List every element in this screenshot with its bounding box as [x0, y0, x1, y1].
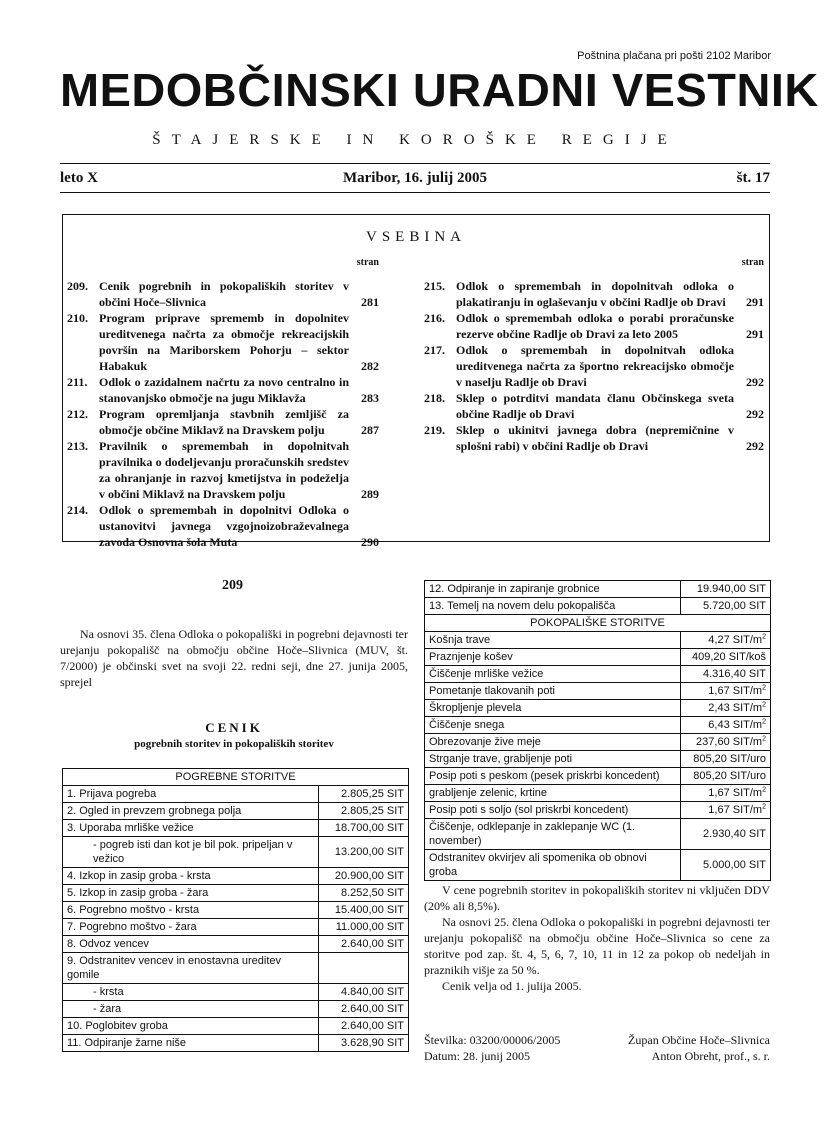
toc-item-page: 287 — [361, 423, 379, 437]
table-row — [425, 598, 771, 615]
service-price — [681, 734, 771, 751]
cenik-subtitle: pogrebnih storitev in pokopaliških storitev — [134, 738, 334, 750]
service-price-value: 805,20 SIT/uro — [693, 753, 766, 765]
postage-note: Poštnina plačana pri pošti 2102 Maribor — [577, 50, 771, 62]
service-label: Posip poti s soljo (sol priskrbi koncedent) — [425, 802, 681, 819]
service-price — [319, 919, 409, 936]
table-row — [63, 1018, 409, 1035]
closing-surcharge-note: Na osnovi 25. člena Odloka o pokopališki in pogrebni dejavnosti ter urejanju pokopališč na območju občine Hoče–Slivnica so cene za storitve pod zap. št. 4, 5, 6, 7, 10, 11 in 12 za pokop ob nedeljah in praznikih višje za 50 %. — [424, 915, 770, 977]
service-price-value: 4,27 SIT/m — [708, 634, 763, 646]
toc-item-text: Sklep o potrditvi mandata članu Občinskega sveta občine Radlje ob Dravi — [456, 391, 734, 421]
issue-number: št. 17 — [736, 170, 770, 186]
closing-validity: Cenik velja od 1. julija 2005. — [442, 979, 582, 993]
service-label: Posip poti s peskom (pesek priskrbi koncedent) — [425, 768, 681, 785]
service-price-value: 1,67 SIT/m — [708, 787, 763, 799]
table-row — [425, 768, 771, 785]
service-label: 10. Poglobitev groba — [63, 1018, 319, 1035]
toc-item-number: 216. — [424, 311, 445, 325]
toc-column-right — [424, 257, 764, 454]
issue-year: leto X — [60, 170, 98, 186]
service-price — [319, 936, 409, 953]
table-row — [63, 885, 409, 902]
toc-item — [67, 406, 379, 438]
table-row — [63, 837, 409, 868]
service-label: 12. Odpiranje in zapiranje grobnice — [425, 581, 681, 598]
toc-item-number: 219. — [424, 423, 445, 437]
service-price-value: 4.840,00 SIT — [341, 986, 404, 998]
service-price — [681, 581, 771, 598]
service-label: 3. Uporaba mrliške vežice — [63, 820, 319, 837]
service-label: Obrezovanje žive meje — [425, 734, 681, 751]
service-price-value: 2,43 SIT/m — [708, 702, 763, 714]
service-price-value: 2.640,00 SIT — [341, 938, 404, 950]
toc-item-number: 210. — [67, 311, 88, 325]
table-row — [63, 953, 409, 984]
service-price — [681, 598, 771, 615]
service-price — [681, 666, 771, 683]
unit-superscript: 2 — [762, 718, 766, 726]
service-price — [681, 819, 771, 850]
service-price-value: 2.640,00 SIT — [341, 1003, 404, 1015]
issue-date: Maribor, 16. julij 2005 — [342, 170, 488, 186]
toc-item — [67, 502, 379, 550]
table-row — [425, 683, 771, 700]
signer-title: Župan Občine Hoče–Slivnica — [628, 1033, 770, 1047]
toc-item-number: 214. — [67, 503, 88, 517]
service-price-value: 20.900,00 SIT — [334, 870, 404, 882]
toc-item-page: 292 — [746, 439, 764, 453]
table-row — [425, 581, 771, 598]
service-price — [319, 885, 409, 902]
toc-item — [67, 374, 379, 406]
service-price — [319, 1001, 409, 1018]
service-price — [319, 820, 409, 837]
cemetery-services-table — [424, 580, 771, 881]
toc-item-text: Sklep o ukinitvi javnega dobra (nepremičnine v splošni rabi) v občini Radlje ob Dravi — [456, 423, 734, 453]
service-label: Odstranitev okvirjev ali spomenika ob obnovi groba — [425, 850, 681, 881]
unit-superscript: 2 — [762, 684, 766, 692]
toc-item-page: 281 — [361, 295, 379, 309]
toc-item-text: Odlok o spremembah in dopolnitvah odloka ureditvenega načrta za športno rekreacijsko območje v naselju Radlje ob Dravi — [456, 343, 734, 389]
table-row — [63, 1001, 409, 1018]
toc-item-text: Odlok o spremembah in dopolnitvi Odloka o ustanovitvi javnega vzgojnoizobraževalnega zavoda Osnovna šola Muta — [99, 503, 349, 549]
service-label: Čiščenje mrliške vežice — [425, 666, 681, 683]
service-price — [319, 902, 409, 919]
service-label: 5. Izkop in zasip groba - žara — [63, 885, 319, 902]
toc-item-text: Odlok o spremembah odloka o porabi proračunske rezerve občine Radlje ob Dravi za leto 2005 — [456, 311, 734, 341]
unit-superscript: 2 — [762, 803, 766, 811]
service-label: 2. Ogled in prevzem grobnega polja — [63, 803, 319, 820]
table-row — [425, 700, 771, 717]
toc-item-text: Odlok o zazidalnem načrtu za novo centralno in stanovanjsko območje na jugu Miklavža — [99, 375, 349, 405]
toc-item-page: 292 — [746, 407, 764, 421]
table-of-contents — [62, 214, 770, 549]
service-label: 9. Odstranitev vencev in enostavna ureditev gomile — [63, 953, 319, 984]
service-label: Čiščenje snega — [425, 717, 681, 734]
signer-name: Anton Obreht, prof., s. r. — [651, 1049, 770, 1063]
service-price — [681, 632, 771, 649]
table-row — [63, 984, 409, 1001]
table-row — [425, 649, 771, 666]
service-label: Škropljenje plevela — [425, 700, 681, 717]
toc-item — [67, 278, 379, 310]
table-row — [425, 785, 771, 802]
toc-item-number: 215. — [424, 279, 445, 293]
toc-item-page: 283 — [361, 391, 379, 405]
unit-superscript: 2 — [762, 701, 766, 709]
masthead-subtitle: ŠTAJERSKE IN KOROŠKE REGIJE — [152, 132, 678, 148]
table-row — [425, 734, 771, 751]
table-row — [63, 1035, 409, 1052]
toc-item-text: Program opremljanja stavbnih zemljišč za območje občine Miklavž na Dravskem polju — [99, 407, 349, 437]
toc-item — [67, 310, 379, 374]
service-price-value: 18.700,00 SIT — [334, 822, 404, 834]
service-price-value: 13.200,00 SIT — [334, 846, 404, 858]
service-price — [681, 802, 771, 819]
toc-item — [424, 342, 764, 390]
service-price-value: 11.000,00 SIT — [335, 921, 404, 933]
table-row — [63, 919, 409, 936]
signature-block — [560, 1032, 770, 1064]
table-row — [425, 666, 771, 683]
toc-item — [424, 310, 764, 342]
unit-superscript: 2 — [762, 786, 766, 794]
table-header: POKOPALIŠKE STORITVE — [425, 615, 771, 632]
toc-page-label: stran — [356, 257, 379, 268]
toc-item-text: Odlok o spremembah in dopolnitvah odloka o plakatiranju in oglaševanju v občini Radlje ob Dravi — [456, 279, 734, 309]
toc-item-number: 209. — [67, 279, 88, 293]
toc-item-number: 213. — [67, 439, 88, 453]
service-price-value: 1,67 SIT/m — [708, 804, 763, 816]
service-label: Košnja trave — [425, 632, 681, 649]
reference-number: Številka: 03200/00006/2005 — [424, 1033, 561, 1047]
toc-item-page: 290 — [361, 535, 379, 549]
unit-superscript: 2 — [762, 735, 766, 743]
toc-item — [424, 422, 764, 454]
service-price-value: 19.940,00 SIT — [696, 583, 766, 595]
article-intro: Na osnovi 35. člena Odloka o pokopališki in pogrebni dejavnosti ter urejanju pokopališč na območju občine Hoče–Slivnica (MUV, št. 7/2000) je občinski svet na svoji 22. redni seji, dne 27. junija 2005, sprejel — [60, 627, 408, 689]
table-row — [63, 820, 409, 837]
table-header: POGREBNE STORITVE — [63, 769, 409, 786]
toc-item-number: 218. — [424, 391, 445, 405]
service-label: - pogreb isti dan kot je bil pok. pripeljan v vežico — [63, 837, 319, 868]
toc-item-page: 289 — [361, 487, 379, 501]
service-price — [319, 1018, 409, 1035]
toc-item-page: 291 — [746, 327, 764, 341]
service-price-value: 3.628,90 SIT — [341, 1037, 404, 1049]
service-label: 11. Odpiranje žarne niše — [63, 1035, 319, 1052]
service-price — [319, 786, 409, 803]
reference-block — [424, 1032, 560, 1064]
service-price — [319, 984, 409, 1001]
table-row — [425, 850, 771, 881]
service-price-value: 409,20 SIT/koš — [692, 651, 766, 663]
header-rule-bottom — [60, 192, 770, 193]
service-price-value: 2.805,25 SIT — [341, 788, 404, 800]
table-row — [63, 803, 409, 820]
toc-item-page: 291 — [746, 295, 764, 309]
service-price — [319, 953, 409, 984]
service-price — [681, 683, 771, 700]
service-label: 1. Prijava pogreba — [63, 786, 319, 803]
table-row — [425, 751, 771, 768]
table-row — [425, 717, 771, 734]
service-price — [319, 868, 409, 885]
cenik-title: CENIK — [205, 720, 263, 735]
service-price-value: 8.252,50 SIT — [341, 887, 404, 899]
service-price-value: 805,20 SIT/uro — [693, 770, 766, 782]
service-price-value: 5.000,00 SIT — [703, 859, 766, 871]
service-price-value: 2.930,40 SIT — [703, 828, 766, 840]
toc-item-number: 211. — [67, 375, 88, 389]
toc-item — [424, 278, 764, 310]
service-label: 13. Temelj na novem delu pokopališča — [425, 598, 681, 615]
table-row — [63, 868, 409, 885]
service-price-value: 5.720,00 SIT — [703, 600, 766, 612]
toc-title: VSEBINA — [365, 229, 466, 245]
service-label: - žara — [63, 1001, 319, 1018]
service-label: 6. Pogrebno moštvo - krsta — [63, 902, 319, 919]
toc-item-text: Program priprave sprememb in dopolnitev ureditvenega načrta za območje rekreacijskih površin na Mariborskem Pohorju – sektor Habakuk — [99, 311, 349, 373]
toc-item-page: 282 — [361, 359, 379, 373]
toc-item-page: 292 — [746, 375, 764, 389]
toc-column-left — [67, 257, 379, 550]
service-label: - krsta — [63, 984, 319, 1001]
toc-item-number: 217. — [424, 343, 445, 357]
service-price — [681, 785, 771, 802]
service-label: Praznjenje košev — [425, 649, 681, 666]
toc-item — [67, 438, 379, 502]
article-number: 209 — [222, 578, 243, 593]
service-price-value: 1,67 SIT/m — [708, 685, 763, 697]
unit-superscript: 2 — [762, 633, 766, 641]
service-price-value: 2.640,00 SIT — [341, 1020, 404, 1032]
header-rule-top — [60, 163, 770, 164]
service-label: 8. Odvoz vencev — [63, 936, 319, 953]
closing-text — [424, 882, 770, 994]
service-price-value: 4.316,40 SIT — [703, 668, 766, 680]
toc-item-text: Pravilnik o spremembah in dopolnitvah pravilnika o dodeljevanju proračunskih sredstev za ohranjanje in razvoj kmetijstva in podeželja v občini Miklavž na Dravskem polju — [99, 439, 349, 501]
table-header-row — [425, 615, 771, 632]
table-row — [425, 802, 771, 819]
service-price — [681, 751, 771, 768]
service-label: 4. Izkop in zasip groba - krsta — [63, 868, 319, 885]
service-price — [681, 700, 771, 717]
service-label: Pometanje tlakovanih poti — [425, 683, 681, 700]
service-label: 7. Pogrebno moštvo - žara — [63, 919, 319, 936]
service-label: Čiščenje, odklepanje in zaklepanje WC (1. november) — [425, 819, 681, 850]
funeral-services-table — [62, 768, 409, 1052]
reference-date: Datum: 28. junij 2005 — [424, 1049, 530, 1063]
toc-item-number: 212. — [67, 407, 88, 421]
service-price — [681, 850, 771, 881]
toc-item-text: Cenik pogrebnih in pokopaliških storitev v občini Hoče–Slivnica — [99, 279, 349, 309]
service-price — [681, 768, 771, 785]
closing-vat-note: V cene pogrebnih storitev in pokopaliških storitev ni vključen DDV (20% ali 8,5%). — [424, 883, 770, 913]
service-price-value: 237,60 SIT/m — [696, 736, 763, 748]
table-row — [63, 936, 409, 953]
service-label: Strganje trave, grabljenje poti — [425, 751, 681, 768]
toc-item — [424, 390, 764, 422]
table-row — [63, 902, 409, 919]
table-row — [63, 786, 409, 803]
service-price — [319, 837, 409, 868]
service-label: grabljenje zelenic, krtine — [425, 785, 681, 802]
toc-page-label: stran — [741, 257, 764, 268]
table-row — [425, 632, 771, 649]
service-price — [319, 803, 409, 820]
service-price — [681, 649, 771, 666]
masthead-title: MEDOBČINSKI URADNI VESTNIK — [60, 64, 819, 116]
service-price-value: 2.805,25 SIT — [341, 805, 404, 817]
service-price — [319, 1035, 409, 1052]
service-price — [681, 717, 771, 734]
table-row — [425, 819, 771, 850]
service-price-value: 6,43 SIT/m — [708, 719, 763, 731]
table-header-row — [63, 769, 409, 786]
service-price-value: 15.400,00 SIT — [334, 904, 404, 916]
